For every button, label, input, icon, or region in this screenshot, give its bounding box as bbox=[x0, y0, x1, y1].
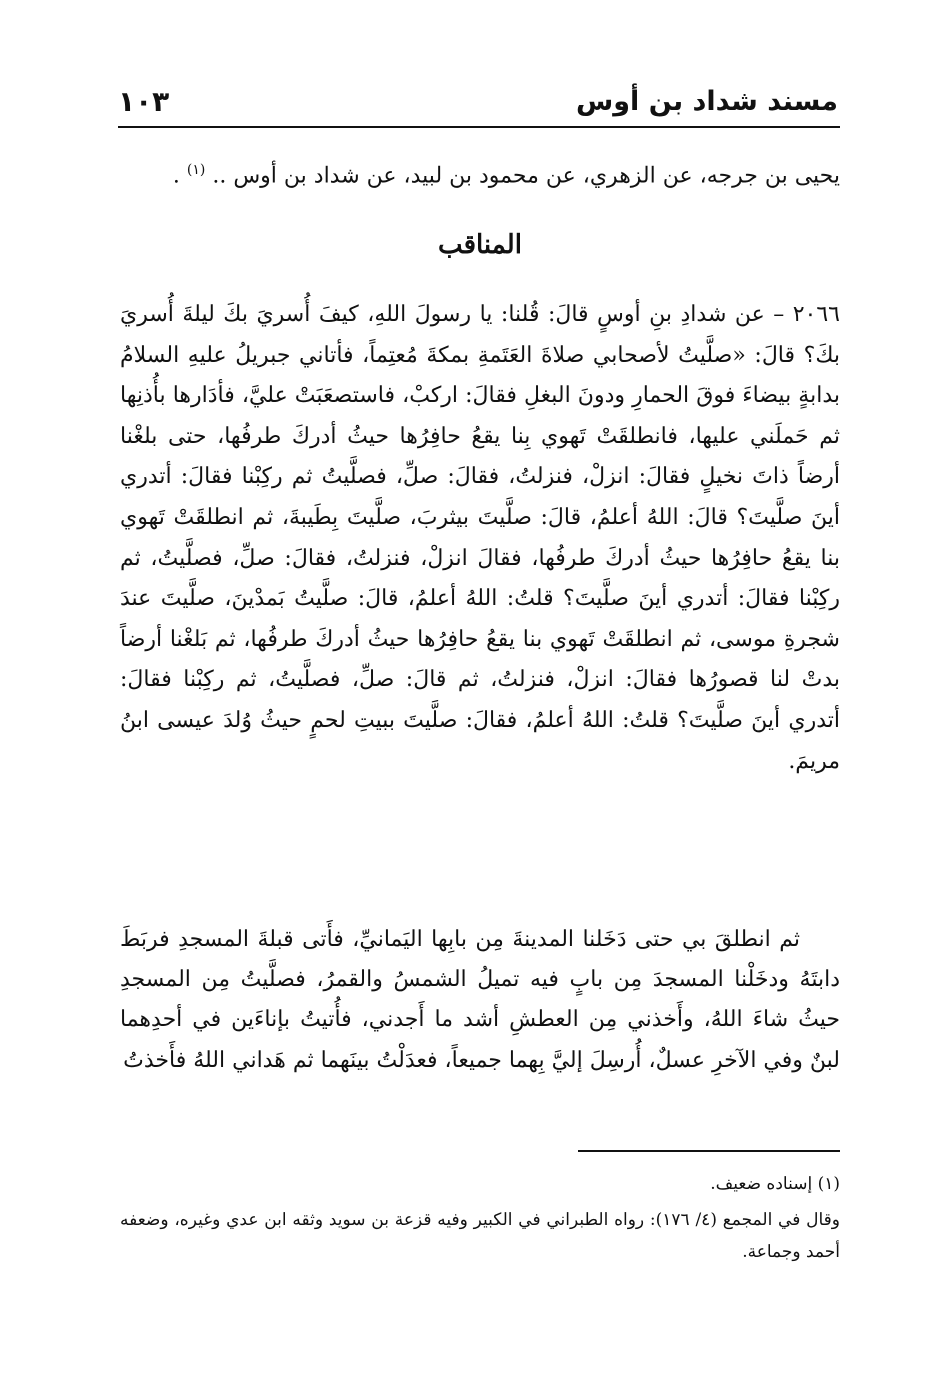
hadith-2066 bbox=[120, 295, 840, 782]
footnote-2: وقال في المجمع (٤/ ١٧٦): رواه الطبراني في الكبير وفيه قزعة بن سويد وثقه ابن عدي وغيره، وضعفه أحمد وجماعة. bbox=[120, 1210, 840, 1262]
intro-line bbox=[120, 150, 840, 196]
hadith-paragraph: ٢٠٦٦ – عن شدادِ بنِ أوسٍ قالَ: قُلنا: يا رسولَ اللهِ، كيفَ أُسريَ بكَ ليلةَ أُسريَ بكَ؟ قالَ: «صلَّيتُ لأصحابي صلاةَ العَتَمةِ بمكةَ مُعتِماً، فأتاني جبريلُ عليهِ السلامُ بدابةٍ بيضاءَ فوقَ الحمارِ ودونَ البغلِ فقالَ: اركبْ، فاستصعَبَتْ عليَّ، فأدَارها بأُذنِها ثم حَملَني عليها، فانطلقَتْ تَهوي بِنا يقعُ حافِرُها حيثُ أدركَ طرفُها، حتى بلغْنا أرضاً ذاتَ نخيلٍ فقالَ: انزلْ، فنزلتُ، فقالَ: صلِّ، فصلَّيتُ ثم ركِبْنا فقالَ: أتدري أينَ صلَّيتَ؟ قالَ: اللهُ أعلمُ، قالَ: صلَّيتَ بيثربَ، صلَّيتَ بِطَيبةَ، ثم انطلقَتْ تَهوي بنا يقعُ حافِرُها حيثُ أدركَ طرفُها، فقالَ انزلْ، فنزلتُ، فقالَ: صلِّ، فصلَّيتُ، ثم ركِبْنا فقالَ: أتدري أينَ صلَّيتَ؟ قلتُ: اللهُ أعلمُ، قالَ: صلَّيتُ بَمدْينَ، صلَّيتَ عندَ شجرةِ موسى، ثم انطلقَتْ تَهوي بنا يقعُ حافِرُها حيثُ أدركَ طرفُها، ثم بَلغْنا أرضاً بدتْ لنا قصورُها فقالَ: انزلْ، فنزلتُ، ثم قالَ: صلِّ، فصلَّيتُ، ثم ركِبْنا فقالَ: أتدري أينَ صلَّيتَ؟ قلتُ: اللهُ أعلمُ، فقالَ: صلَّيتَ ببيتِ لحمٍ حيثُ وُلدَ عيسى ابنُ مريمَ. bbox=[120, 302, 840, 774]
second-paragraph: ثم انطلقَ بي حتى دَخَلنا المدينةَ مِن بابِها اليَمانيِّ، فأَتى قبلةَ المسجدِ فربَطَ دابتَهُ ودخَلْنا المسجدَ مِن بابٍ فيه تميلُ الشمسُ والقمرُ، فصلَّيتُ مِن المسجدِ حيثُ شاءَ اللهُ، وأَخذني مِن العطشِ أشد ما أَجدني، فأُتيتُ بإناءَين في أحدِهما لبنٌ وفي الآخرِ عسلٌ، أُرسِلَ إليَّ بِهما جميعاً، فعدَلْتُ بينَهما ثم هَداني اللهُ فأَخذتُ bbox=[120, 927, 840, 1073]
footnotes bbox=[120, 1168, 840, 1268]
intro-text: يحيى بن جرجه، عن الزهري، عن محمود بن لبيد، عن شداد بن أوس .. bbox=[212, 163, 840, 189]
footnote-marker: (١) bbox=[186, 162, 206, 178]
intro-end-mark: . bbox=[172, 163, 180, 189]
footnote-1: (١) إسناده ضعيف. bbox=[710, 1174, 840, 1194]
section-title: المناقب bbox=[438, 230, 522, 260]
page-number: ١٠٣ bbox=[118, 85, 170, 118]
page-header bbox=[118, 82, 838, 130]
header-rule bbox=[118, 126, 840, 128]
footnote-separator bbox=[578, 1150, 840, 1152]
running-title: مسند شداد بن أوس bbox=[576, 86, 838, 117]
continuation-paragraph bbox=[120, 920, 840, 1081]
